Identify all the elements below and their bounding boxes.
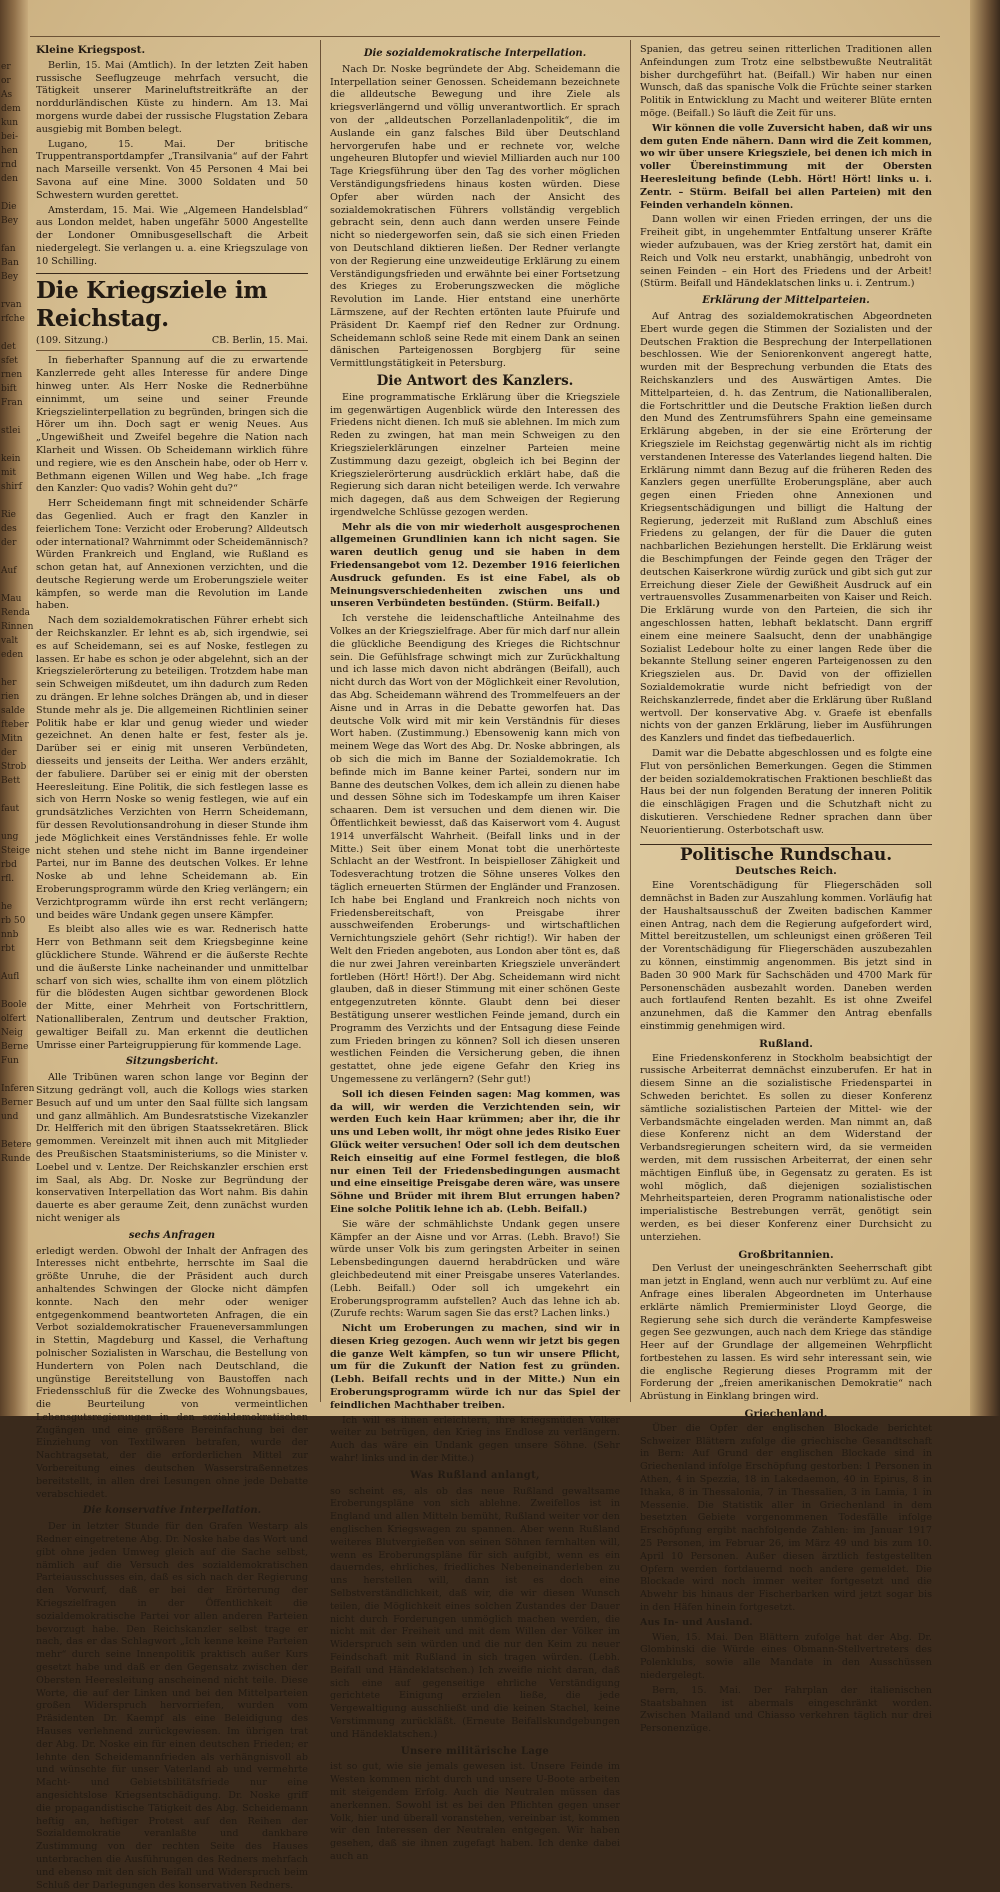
main-paragraph-3: Nach dem sozialdemokratischen Führer erhebt sich der Reichskanzler. Er lehnt es ab, sich irgendwie, sei es auf Scheidemann, sei es auf Noske, festlegen zu lassen. Er habe es schon je oder abgelehnt, sich an der Kriegszielerörterung zu beteiligen. Trotzdem habe man sein Schweigen mißdeutet, um ihn dadurch zum Reden zu drängen. Er lehne solches Drängen ab, und in dieser Stunde mehr als je. Die allgemeinen Richtlinien seiner Politik habe er klar und genug wieder und wieder gezeichnet. An denen halte er fest, fester als je. Darüber sei er einig mit unseren Verbündeten, diesseits und jenseits der Leitha. Wer anders erzählt, der fabuliere. Darüber sei er einig mit der obersten Heeresleitung. Eine Politik, die sich festlegen lasse es sich von Herrn Noske so wenig festlegen, wie auf ein grundsätzliches Verzichten von Herrn Scheidemann, für dessen Revolutionsandrohung in dieser Stunde ihm jede Möglichkeit eines Verständnisses fehle. Er wolle nicht stehen und stehe nicht im Banne irgendeiner Partei, nur im Banne des deutschen Volkes. Er lehne Noske ab und lehne Scheidemann ab. Ein Eroberungsprogramm würde den Krieg verlängern; ein Verzichtprogramm würde ihn erst recht verlängern; und beides wäre Undank gegen unsere Kämpfer. [36,615,308,921]
col3-paragraph-1: Spanien, das getreu seinen ritterlichen Traditionen allen Anfeindungen zum Trotz eine selbstbewußte Neutralität bisher durchgeführt hat. (Beifall.) Wir haben nur einen Wunsch, daß das spanische Volk die Früchte seiner starken Politik in Entwicklung zu Macht und weiterer Blüte ernten möge. (Beifall.) So läuft die Zeit für uns. [640,44,932,119]
main-paragraph-4: Es bleibt also alles wie es war. Rednerisch hatte Herr von Bethmann seit dem Kriegsbeginne keine glücklichere Stunde. Während er die äußerste Rechte und die äußerste Linke nacheinander und unmittelbar scharf von sich wies, schallte ihm von einem plötzlich für die blödesten Augen sichtbar gewordenen Block der Mitte, einer Mehrheit von Fortschrittlern, Nationalliberalen, Zentrum und deutscher Fraktion, gewaltiger Beifall zu. Man erkennt die deutlichen Umrisse einer Parteigruppierung für kommende Lage. [36,924,308,1051]
top-rule [30,36,940,37]
kanzler-paragraph-3: Ich verstehe die leidenschaftliche Anteilnahme des Volkes an der Kriegszielfrage. Aber für mich darf nur allein die glückliche Beendigung des Krieges die Richtschnur sein. Die Gefühlsfrage schwingt mich zur Zurückhaltung und ich lasse mich davon nicht abdrängen (Beifall), auch nicht durch das Wort von der Möglichkeit einer Revolution, das Abg. Scheidemann während des Trommelfeuers an der Aisne und in Arras in die Debatte geworfen hat. Das deutsche Volk wird mit mir kein Verständnis für dieses Wort haben. (Zustimmung.) Ebensowenig kann mich von meinem Wege das Wort des Abg. Dr. Noske abbringen, als ob sich die mich im Banne der Sozialdemokratie. Ich befinde mich im Banne keiner Partei, sondern nur im Banne des deutschen Volkes, dem ich allein zu dienen habe und dessen Söhne sich im Todeskampfe um ihren Kaiser schaaren. Dem ist versuchen und dem dienen wir. Die Öffentlichkeit bewiesst, daß das Kaiserwort vom 4. August 1914 unverfälscht Wahrheit. (Beifall links und in der Mitte.) Seit über einem Monat tobt die unerhörteste Schlacht an der Westfront. In beispielloser Zähigkeit und Todesverachtung trotzen die Söhne unseres Volkes den täglich erneuerten Stürmen der Engländer und Franzosen. Ich habe bei England und Frankreich noch nichts von Friedensbereitschaft, von Preisgabe ihrer ausschweifenden Eroberungs- und wirtschaftlichen Vernichtungsziele gehört (Sehr richtig!). Wir haben der Welt den Frieden angeboten, aus London aber tönt es, daß die nur zwei Jahren vereinbarten Kriegsziele unverändert fortleben (Hört! Hört!). Der Abg. Scheidemann wird nicht glauben, daß in dieser Stimmung mit einer schönen Geste entgegenzutreten könnte. Glaubt denn bei dieser Bestätigung unserer westlichen Feinde jemand, durch ein Programm des Verzichts und der Entsagung diese Feinde zum Frieden bringen zu können? Soll ich diesen unseren westlichen Feinden die Versicherung geben, die ihnen gestattet, ohne jede eigene Gefahr den Krieg ins Ungemessene zu verlängern? (Sehr gut!) [330,613,620,1085]
konservative-heading: Die konservative Interpellation. [82,1505,262,1517]
kriegspost-lugano: Lugano, 15. Mai. Der britische Truppentransportdampfer „Transilvania“ auf der Fahrt nach Marseille versenkt. Von 45 Personen 4 Mai bei Savona auf eine Mine. 3000 Soldaten und 50 Schwestern wurden gerettet. [36,138,308,201]
militaerische-text: ist so gut, wie sie jemals gewesen ist. Unsere Feinde im Westen kommen nicht durch und unsere U-Boote arbeiten mit steigendem Erfolg. Auch die Neutralen müssen das anerkennen. Sowohl ist es bei den Pflichten gegen unser Volk, hier und überall voranstehen, vereinbar ist, kommen wir den Interessen der Neutralen entgegen. Wir haben gesehen, daß sie ihnen zugefagt haben. Ich denke dabei auch an [330,1761,620,1862]
sitzungsbericht-text: Alle Tribünen waren schon lange vor Beginn der Sitzung gedrängt voll, auch die Kollogs wies starken Besuch auf und um unter den Saal füllte sich langsam und ganz allmählich. Am Bundesratstische Vizekanzler Dr. Helfferich mit den übrigen Staatssekretären. Blick gemommen. Vereinzelt mit ihnen auch mit Mitglieder des Preußischen Staatsministeriums, so die Minister v. Loebel und v. Lentze. Der Reichskanzler erschien erst im Saal, als Abg. Dr. Noske zur Begründung der konservativen Interpellation das Wort nahm. Bis dahin dauerte es aber geraume Zeit, denn zunächst wurden nicht weniger als [36,1072,308,1224]
column-3 [640,44,932,1735]
adjacent-page-fragment: er or As dem kun bei- hen rnd den Die Bey fan Ban Bey rvan rfche det sfet rnen bift Fran stlei kein mit shirf Rie des der Auf Mau Renda Rinnen valt eden her rien salde fteber Mitn der Strob Bett faut ung Steige rbd rfl. he rb 50 nnb rbt Aufl Boole olfert Neig Berne Fun Inferen Berner und Betere Runde [1,62,35,1164]
deutsches-reich-heading: Deutsches Reich. [735,865,837,878]
grossbritannien-text: Den Verlust der uneingeschränkten Seeherrschaft gibt man jetzt in England, wenn auch nur verblümt zu. Auf eine Anfrage eines liberalen Abgeordneten im Unterhause erklärte nämlich Premierminister Lloyd George, die Regierung sehe sich durch die veränderte Kampfesweise gegen See gezwungen, auch nach dem Kriege das ständige Heer auf der Grundlage der allgemeinen Wehrpflicht fortbestehen zu lassen. Es wird sehr interessant sein, wie die englische Regierung dieses Programm mit der Forderung der „freien amerikanischen Demokratie“ nach Abrüstung in Einklang bringen wird. [640,1263,932,1403]
deutsches-reich-text: Eine Vorentschädigung für Fliegerschäden soll demnächst in Baden zur Auszahlung kommen. Vorläufig hat der Haushaltsausschuß der Zweiten badischen Kammer einen Antrag, nach dem die Regierung aufgefordert wird, Mittel bereitzustellen, um schleunigst einen größeren Teil der Vorentschädigung für Fliegerschäden auszubezahlen zu können, einstimmig angenommen. Bis jetzt sind in Baden 30 900 Mark für Sachschäden und 4700 Mark für Personenschäden ausbezahlt worden. Daneben werden auch fortlaufend Renten bezahlt. Es ist ohne Zweifel anzunehmen, daß die Kammer den Antrag ebenfalls einstimmig genehmigen wird. [640,880,932,1032]
sitting-number: (109. Sitzung.) [36,334,108,346]
kriegspost-amsterdam: Amsterdam, 15. Mai. Wie „Algemeen Handelsblad“ aus London meldet, haben ungefähr 5000 Angestellte der Londoner Omnibusgesellschaft die Arbeit niedergelegt. Sie verlangen u. a. eine Kriegszulage von 10 Schilling. [36,204,308,267]
kanzler-paragraph-1: Eine programmatische Erklärung über die Kriegsziele im gegenwärtigen Augenblick würde den Interessen des Friedens nicht dienen. Ich muß sie ablehnen. Im mich zum Reden zu zwingen, hat man mein Schweigen zu den Kriegszielerklärungen einzelner Parteien meine Zustimmung dazu gezeigt, obgleich ich bei Beginn der Kriegszielerörterung ausdrücklich erklärt habe, daß die Regierung sich daran nicht beteiligen werde. Ich verwahre mich dagegen, daß aus dem Schweigen der Regierung irgendwelche Schlüsse gezogen werden. [330,391,620,518]
kanzler-paragraph-4: Soll ich diesen Feinden sagen: Mag kommen, was da will, wir werden die Verzichtenden sein, wir werden Euch kein Haar krümmen; aber ihr, die ihr uns und Leben wollt, ihr mögt ohne jedes Risiko Euer Glück weiter versuchen! Oder soll ich dem deutschen Reich einseitig auf eine Formel festlegen, die bloß nur einen Teil der Friedensbedingungen ausmacht und eine einseitige Preisgabe deren wäre, was unsere Söhne und Brüder mit ihrem Blut errungen haben? Eine solche Politik lehne ich ab. (Lebh. Beifall.) [330,1088,620,1215]
grossbritannien-heading: Großbritannien. [738,1248,834,1261]
column-rule [320,40,321,1402]
mittelparteien-heading: Erklärung der Mittelparteien. [702,295,870,307]
aus-wien: Wien, 15. Mai. Den Blättern zufolge hat der Abg. Dr. Glombinski die Würde eines Obmann-Stellvertreters des Polenklubs, sowie alle Mandate in den Ausschüssen niedergelegt. [640,1631,932,1682]
sozialdemokratische-heading: Die sozialdemokratische Interpellation. [363,48,587,59]
kanzler-paragraph-6: Nicht um Eroberungen zu machen, sind wir in diesen Krieg gezogen. Auch wenn wir jetzt bis gegen die ganze Welt kämpfen, so tun wir unsere Pflicht, um für die Zukunft der Nation fest zu gründen. (Lebh. Beifall rechts und in der Mitte.) Nun ein Eroberungsprogramm würde ich nur das Spiel der feindlichen Machthaber treiben. [330,1323,620,1411]
mittelparteien-text: Auf Antrag des sozialdemokratischen Abgeordneten Ebert wurde gegen die Stimmen der Sozialisten und der Deutschen Fraktion die Besprechung der Interpellationen beschlossen. Wie der Seniorenkonvent angeregt hatte, wurden mit der Besprechung verbunden die Etats des Reichskanzlers und des Auswärtigen Amtes. Die Mittelparteien, d. h. das Zentrum, die Nationalliberalen, die Fortschrittler und die Deutsche Fraktion ließen durch den Mund des Zentrumsführers Spahn eine gemeinsame Erklärung abgeben, in der sie eine Erörterung der Kriegsziele im Reichstag gegenwärtig nicht als im richtig verstandenen Interesse des Vaterlandes liegend halten. Die Erklärung nimmt dann Bezug auf die früheren Reden des Kanzlers gegen unerfüllte Eroberungspläne, aber auch gegen einen Frieden ohne Annexionen und Kriegsentschädigungen und billigt die Haltung der Regierung, jederzeit mit Rußland zum Abschluß eines Friedens zu gelangen, der für die Dauer die guten nachbarlichen Beziehungen herstellt. Die Erklärung weist die Beschimpfungen der Feinde gegen den Träger der deutschen Kaiserkrone würdig zurück und gibt sich gut zur Erreichung dieser Ziele der Gewißheit Ausdruck auf ein vertrauensvolles Zusammenarbeiten von Kaiser und Reich. Die Erklärung wurde von den Parteien, die sich ihr angeschlossen hatten, lebhaft beklatscht. Dann ergriff einem eine meinere Saalsucht, denn der unabhängige Sozialist Ledebour holte zu einer langen Rede über die bekannte Stellung seiner engeren Parteigenossen zu den Kriegszielen aus. Dr. David von der offiziellen Sozialdemokratie wurde nicht befriedigt von der Reichskanzlerrede, findet aber die Erklärung über Rußland wertvoll. Der konservative Abg. v. Graefe ist ebenfalls nichts von der ganzen Erklärung, lieber im Ausführungen des Kanzlers und findet das tiefbedauerlich. [640,310,932,745]
binding-spine [0,0,35,1416]
griechenland-text: Über die Opfer der englischen Blockade berichtet Schweizer Blättern zufolge die griechische Gesandtschaft in Bern: Auf Grund der englischen Blockade sind in Griechenland infolge Erschöpfung gestorben: 1 Personen in Athen, 4 in Spezzia, 18 in Lakedaemon, 40 in Epirus, 8 in Ithaka, 8 in Thessalonia, 7 in Thessalien, 3 in Lamia, 1 in Messenie. Die Statistik aller in Griechenland in dem besetzten Gebiete vorgenommenen Todesfälle infolge Erschöpfung ergibt nachfolgende Zahlen: im Januar 1917 25 Personen, im Februar 26, im März 49 und bis zum 10. April 10 Personen. Außer diesen ärztlich festgestellten Opfern werden fortdauernd noch andere gemeldet. Die Blockade wird noch immer weiter fortgesetzt und die Abwehr bis hinaus der Fischerbarken wird jetzt sogar bis in den Häfen hinein fortgesetzt. [640,1422,932,1614]
kriegspost-title: Kleine Kriegspost. [36,44,146,56]
aus-bern: Bern, 15. Mai. Der Fahrplan der italienischen Staatsbahnen ist abermals eingeschränkt worden. Zwischen Mailand und Chiasso verkehren täglich nur drei Personenzüge. [640,1684,932,1735]
kanzler-paragraph-2: Mehr als die von mir wiederholt ausgesprochenen allgemeinen Grundlinien kann ich nicht sagen. Sie waren deutlich genug und sie haben in dem Friedensangebot vom 12. Dezember 1916 feierlichen Ausdruck gefunden. Es ist eine Fabel, als ob Meinungsverschiedenheiten zwischen uns und unseren Verbündeten bestünden. (Stürm. Beifall.) [330,521,620,610]
main-paragraph-1: In fieberhafter Spannung auf die zu erwartende Kanzlerrede geht alles Interesse für andere Dinge hinweg unter. Als Herr Noske die Rednerbühne einnimmt, um seine und seiner Freunde Kriegszielinterpellation zu begründen, bringen sich die Hörer um ihn. Doch sagt er wenig Neues. Aus „Ungewißheit und Zweifel begehre die Nation nach Klarheit und Wissen. Ob Scheidemann wirklich führe und regiere, wie es den Anschein habe, oder ob Herr v. Bethmann eigenen Willen und Weg habe. „Ich frage den Kanzler: Quo vadis? Wohin geht du?“ [36,355,308,495]
column-rule [630,40,631,1402]
anfragen-heading: sechs Anfragen [128,1229,216,1241]
mittelparteien-text-2: Damit war die Debatte abgeschlossen und es folgte eine Flut von persönlichen Bemerkungen. Gegen die Stimmen der beiden sozialdemokratischen Fraktionen beschließt das Haus bei der nun folgenden Beratung der inneren Politik die einschlägigen Fragen und die Schutzhaft nicht zu diskutieren. Verschiedene Redner sprachen dann über Neuorientierung. Osterbotschaft usw. [640,748,932,836]
kanzler-heading: Die Antwort des Kanzlers. [376,372,574,389]
sitzungsbericht-heading: Sitzungsbericht. [125,1056,219,1068]
anfragen-text: erledigt werden. Obwohl der Inhalt der Anfragen des Interesses nicht entbehrte, herrschte im Saal die größte Unruhe, die der Präsident auch durch anhaltendes Schwingen der Glocke nicht dämpfen konnte. Nach den mehr oder weniger entgegenkommend beantworteten Anfragen, die ein Verbot sozialdemokratischer Fraueneversammlungen in Stettin, Magdeburg und Kassel, die Verhaftung polnischer Sozialisten in Warschau, die Bestellung von Hundertern von Polen nach Deutschland, die ungünstige Bereitstellung von Baustoffen nach Friedensschluß für die Zwecke des Wohnungsbaues, die Beurteilung von vermeintlichen Lebensgutsregierungen in den sozialdemokratischen Zugängen und eine größere Bereinfachung bei der Einziehung von Textilwaren betrafen, wurde der Nachtragsetat, der die erforderlichen Mittel zur Vorbereitung eines deutschen Wasserstraßennetzes bereitstellt, in allen drei Lesungen ohne jede Debatte verabschiedet. [36,1245,308,1500]
konservative-text: Der in letzter Stunde für den Grafen Westarp als Redner eingetretene Abg. Dr. Noske habe das Wort und gibt ohne jeden Umweg gleich auf die Sache selbst, nämlich auf die Versuch des sozialdemokratischen Parteiausschusses ein, daß es sich nach der Regierung den Vorwurf, daß er bei der Erörterung der Kriegszielfragen in der Öffentlichkeit die sozialdemokratische Partei vor allen anderen Parteien bevorzugt habe. Den Reichskanzler selbst trage er nach, das er das Schlagwort „Ich kenne keine Parteien mehr“ durch seine Innenpolitik praktisch außer Kurs gesetzt habe und daß er den Gegensatz zwischen der Obersten Heeresleitung anscheinend nicht teile. Diese Worte, die auf der Linken und bei den Mittelparteien großen Widerspruch hervorriefen, wurden vom Präsidenten Dr. Kaempf als eine Beleidigung des Hauses verlehnend zurückgewiesen. Im übrigen trat der Abg. Dr. Noske ein für einen deutschen Frieden; er lehnte den Scheidemannfrieden als verhängnisvoll ab und wünschte für unser Vaterland ab und vermehrte Macht- und Gebietsbilitätsfriede nur eine angesichtslose Kriegsentschädigung. Dr. Noske griff die propagandistische Tätigkeit des Abg. Scheidemann heftig an, heftiger Protest auf den Reihen der Sozialdemokratie veranlaßte und dankbare Zustimmung von der rechten Seite des Hauses unterbrachen die Ausführungen des Redners mehrfach und ebenso mit den sich Beifall und Widerspruch beim Schluß der Darlegungen des konservativen Redners. [36,1521,308,1891]
main-headline: Die Kriegsziele im Reichstag. [36,273,308,333]
kanzler-paragraph-5: Sie wäre der schmählichste Undank gegen unsere Kämpfer an der Aisne und vor Arras. (Lebh. Bravo!) Sie würde unser Volk bis zum geringsten Arbeiter in seinen Lebensbedingungen dauernd herabdrücken und wäre gleichbedeutend mit einer Preisgabe unseres Vaterlandes. (Lebh. Beifall.) Oder soll ich umgekehrt ein Eroberungsprogramm aufstellen? Auch das lehne ich ab. (Zurufe rechts: Warum sagen Sie das erst? Lachen links.) [330,1218,620,1320]
kriegspost-berlin: Berlin, 15. Mai (Amtlich). In der letzten Zeit haben russische Seeflugzeuge mehrfach versucht, die Tätigkeit unserer Marineluftstreitkräfte an der norddurländischen Küste zu hindern. Am 13. Mai morgens wurde dabei der russische Flugstation Zebara ausgiebig mit Bomben belegt. [36,59,308,135]
politische-rundschau-heading: Politische Rundschau. [640,844,932,862]
col3-paragraph-2: Wir können die volle Zuversicht haben, daß wir uns dem guten Ende nähern. Dann wird die Zeit kommen, wo wir über unsere Kriegsziele, bei denen ich mich in voller Übereinstimmung mit der Obersten Heeresleitung befinde (Lebh. Hört! Hört! links u. i. Zentr. – Stürm. Beifall bei allen Parteien) mit den Feinden verhandeln können. [640,122,932,211]
main-paragraph-2: Herr Scheidemann fingt mit schneidender Schärfe das Gegenlied. Auch er fragt den Kanzler in feierlichem Tone: Verzicht oder Eroberung? Alldeutsch oder international? Wahrnimmt oder Scheidemännisch? Würden Frankreich und England, wie Rußland es schon getan hat, auf Annexionen verzichten, und die deutsche Regierung werde um Eroberungsziele weiter kämpfen, so werde man die Revolution im Lande haben. [36,498,308,612]
russland-country-text: Eine Friedenskonferenz in Stockholm beabsichtigt der russische Arbeiterrat demnächst einzuberufen. Er hat in diesem Sinne an die sozialistische Friedenspartei in Schweden berichtet. Es sollen zu dieser Konferenz sämtliche sozialistischen Parteien der Mittel- wie der Verbandsmächte eingeladen werden. Man nimmt an, daß diese Konferenz nicht an dem Widerstand der Verbandsregierungen scheitern wird, da sie vermeiden werden, mit dem russischen Arbeiterrat, der einen sehr mächtigen Einfluß übe, in Gegensatz zu geraten. Es ist wohl möglich, daß diejenigen sozialistischen Mehrheitsparteien, deren Programm nationalistische oder imperialistische Bestrebungen verrät, genötigt sein werden, es bei dieser Konferenz einer Durchsicht zu unterziehen. [640,1052,932,1243]
sitting-line [36,335,308,352]
russland-text: so scheint es, als ob das neue Rußland gewaltsame Eroberungspläne von sich ablehne. Zweifellos ist in England und allen Mitteln bemüht, Rußland weiter vor den englischen Kriegswagen zu spannen. Aber wenn Rußland weiteres Blutvergießen von seinen Söhnen fernhalten will, wenn es Eroberungspläne für sich aufgibt, wenn es ein dauerndes, ehrliches, friedliches Nebeneinanderleben zu uns herstellen will, dann ist es doch eine Selbstverständlichkeit, daß wir, die wir diesen Wunsch teilen, die Möglichkeit eines solchen Zustandes der Dauer nicht durch Forderungen unmöglich machen werden, die nicht mit der Freiheit und mit dem Willen der Völker im Widerspruch sein würden und die nur den Keim zu neuer Feindschaft mit Rußland in sich tragen würden. (Lebh. Beifall und Händeklatschen.) Ich zweifle nicht daran, daß sich eine auf gegenseitige ehrliche Verständigung gerichtete Einigung erzielen ließe, die jede Vergewaltigung ausschließt und die keinen Stachel, keine Verstimmung zurückläßt. (Erneute Beifallskundgebungen und Händeklatschen.) [330,1485,620,1740]
sozialdemokratische-text: Nach Dr. Noske begründete der Abg. Scheidemann die Interpellation seiner Genossen. Scheidemann bezeichnete die alldeutsche Bewegung und ihre Ziele als kriegsverlängernd und völlig unverantwortlich. Er sprach von der „alldeutschen Porzellanladenpolitik“, die im Auslande ein ganz falsches Bild über Deutschland hervorgerufen habe und er rechnete vor, welche ungeheuren Blutopfer und wieviel Milliarden auch nur 100 Tage Kriegsführung über den Tag des vorher möglichen Verständigungsfriedens hinaus kosten würden. Diese Opfer aber würden nach der Ansicht des sozialdemokratischen Führers vollständig vergeblich gebracht sein, denn auch dann werden unsere Feinde nicht so niedergeworfen sein, daß sie sich einen Frieden von Deutschland diktieren ließen. Der Redner verlangte von der Regierung eine unzweideutige Erklärung zu einem Verständigungsfrieden und erwähnte bei einer Fortsetzung des Krieges zu Eroberungszwecken die mögliche Revolution im Lande. Hier entstand eine unerhörte Lärmszene, auf der Rechten ertönten laute Pfuirufe und Präsident Dr. Kaempf rief den Redner zur Ordnung. Scheidemann schloß seine Rede mit einem Dank an seinen dänischen Parteigenossen Borgbjerg für seine Vermittlungstätigkeit in Petersburg. [330,63,620,370]
column-1 [36,44,308,1891]
russland-heading: Was Rußland anlangt, [410,1469,540,1481]
militaerische-heading: Unsere militärische Lage [400,1745,550,1757]
aus-in-und-ausland-heading: Aus In- und Ausland. [640,1616,753,1628]
russland-country-heading: Rußland. [759,1037,813,1050]
page-edge-shadow [970,0,1000,1416]
col3-paragraph-3: Dann wollen wir einen Frieden erringen, der uns die Freiheit gibt, in ungehemmter Entfaltung unserer Kräfte wieder aufzubauen, was der Krieg zerstört hat, damit ein Reich und Volk neu erstarkt, unabhängig, unbedroht von seinen Feinden – ein Hort des Friedens und der Arbeit! (Stürm. Beifall und Händeklatschen links u. i. Zentrum.) [640,214,932,290]
kanzler-paragraph-7: Ich will es ihnen erleichtern, ihre kriegsmüden Völker weiter zu betrügen, den Krieg ins Endlose zu verlängern. Auch das wäre ein Undank gegen unsere Söhne. (Sehr wahr! links und in der Mitte.) [330,1414,620,1465]
dateline: CB. Berlin, 15. Mai. [211,334,308,346]
griechenland-heading: Griechenland. [744,1408,828,1421]
column-2 [330,44,620,1862]
